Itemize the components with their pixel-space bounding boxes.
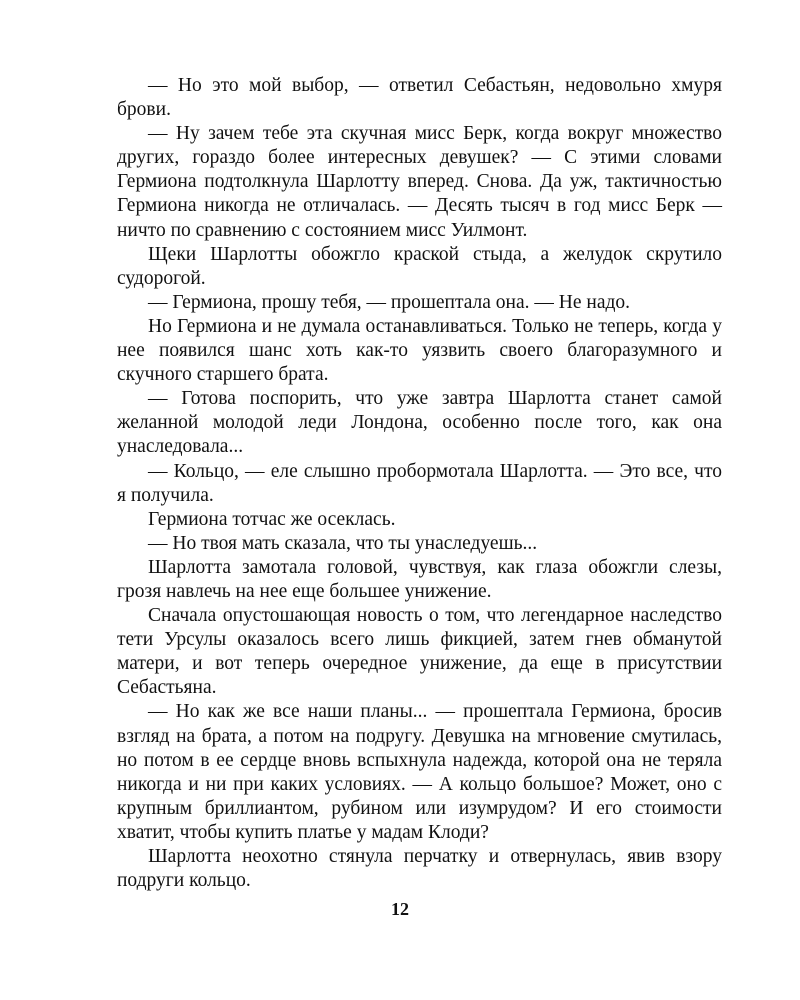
paragraph: — Но это мой выбор, — ответил Себастьян, недовольно хмуря брови. <box>117 75 722 121</box>
paragraph: — Гермиона, прошу тебя, — прошептала она. — Не надо. <box>148 291 631 313</box>
paragraph: — Кольцо, — еле слышно пробормотала Шарлотта. — Это все, что я получила. <box>117 460 722 506</box>
paragraph: — Готова поспорить, что уже завтра Шарлотта станет самой желанной молодой леди Лондона, особенно после того, как она унаследовала... <box>117 388 722 458</box>
paragraph: Шарлотта неохотно стянула перчатку и отвернулась, явив взору подруги кольцо. <box>117 846 722 892</box>
paragraph: — Но как же все наши планы... — прошептала Гермиона, бросив взгляд на брата, а потом на подругу. Девушка на мгновение смутилась, но потом в ее сердце вновь вспыхнула надежда, которой она не теряла никогда и ни при каких условиях. — А кольцо большое? Может, оно с крупным бриллиантом, рубином или изумрудом? И его стоимости хватит, чтобы купить платье у мадам Клоди? <box>117 701 722 843</box>
paragraph: Щеки Шарлотты обожгло краской стыда, а желудок скрутило судорогой. <box>117 243 722 289</box>
paragraph: Но Гермиона и не думала останавливаться. Только не теперь, когда у нее появился шанс хоть как-то уязвить своего благоразумного и скучного старшего брата. <box>117 315 722 386</box>
page-number: 12 <box>391 899 409 919</box>
paragraph: Гермиона тотчас же осеклась. <box>148 508 396 530</box>
paragraph: Шарлотта замотала головой, чувствуя, как глаза обожгли слезы, грозя навлечь на нее еще большее унижение. <box>117 556 722 602</box>
paragraph: Сначала опустошающая новость о том, что легендарное наследство тети Урсулы оказалось всего лишь фикцией, затем гнев обманутой матери, и вот теперь очередное унижение, да еще в присутствии Себастьяна. <box>117 605 722 699</box>
page-text <box>117 74 722 893</box>
paragraph: — Но твоя мать сказала, что ты унаследуешь... <box>148 532 538 554</box>
paragraph: — Ну зачем тебе эта скучная мисс Берк, когда вокруг множество других, гораздо более интересных девушек? — С этими словами Гермиона подтолкнула Шарлотту вперед. Снова. Да уж, тактичностью Гермиона никогда не отличалась. — Десять тысяч в год мисс Берк — ничто по сравнению с состоянием мисс Уилмонт. <box>117 123 722 241</box>
